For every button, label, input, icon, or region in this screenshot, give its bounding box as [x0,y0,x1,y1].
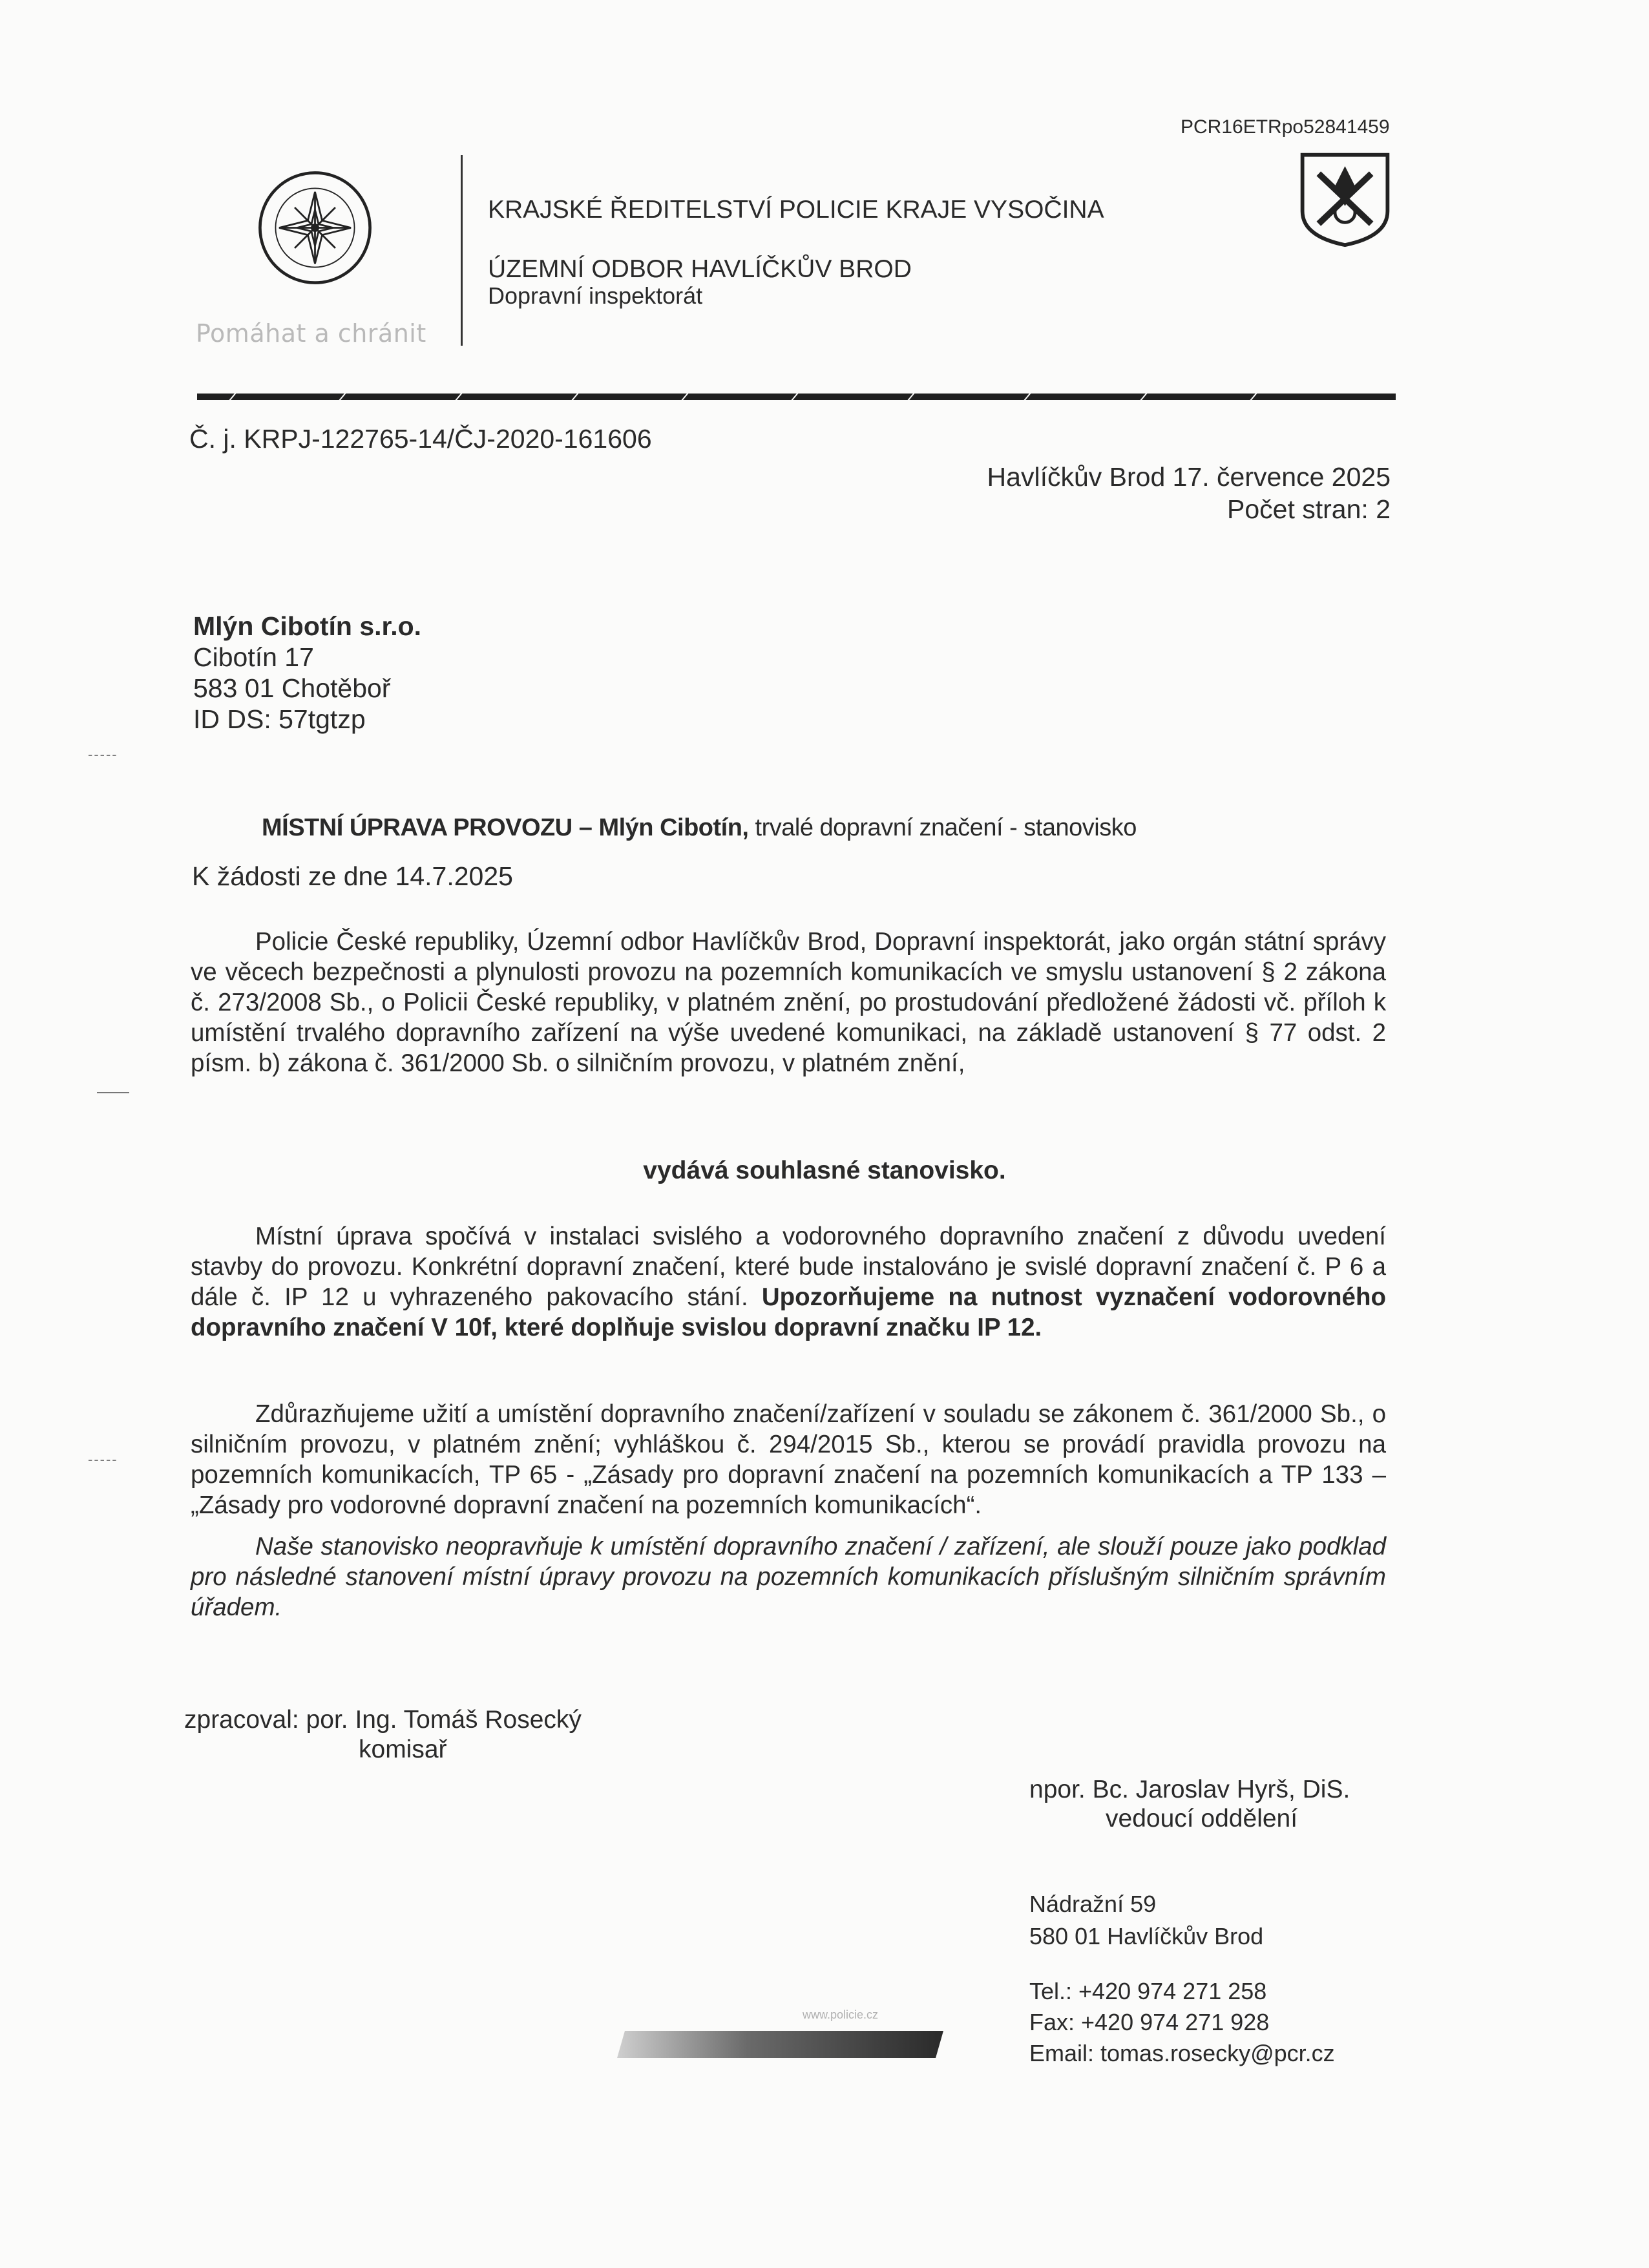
page-count: Počet stran: 2 [1227,494,1391,524]
contact-email: Email: tomas.rosecky@pcr.cz [1029,2040,1335,2066]
paragraph-2-text: Místní úprava spočívá v instalaci svislého a vodorovného dopravního značení z důvodu uvedení stavby do provozu. Konkrétní dopravní značení, které bude instalováno je svislé dopravní značení č. P 6 a dále č. IP 12 u vyhrazeného pakovacího stání. [191,1223,1386,1311]
document-id: PCR16ETRpo52841459 [1181,116,1390,138]
recipient-city: 583 01 Chotěboř [193,673,391,703]
paragraph-4: Naše stanovisko neopravňuje k umístění dopravního značení / zařízení, ale slouží pouze jako podklad pro následné stanovení místní úpravy provozu na pozemních komunikacích příslušným silničním správním úřadem. [191,1533,1386,1621]
subject-rest: trvalé dopravní značení - stanovisko [748,814,1137,841]
request-line: K žádosti ze dne 14.7.2025 [192,861,513,891]
margin-dash [97,1092,129,1093]
place-date: Havlíčkův Brod 17. července 2025 [987,462,1391,492]
decision-statement: vydává souhlasné stanovisko. [643,1157,1006,1184]
department-head: npor. Bc. Jaroslav Hyrš, DiS. [1029,1776,1350,1803]
office-street: Nádražní 59 [1029,1891,1157,1917]
recipient-address [193,611,421,735]
region-crest-icon [1295,149,1395,249]
contact-fax: Fax: +420 974 271 928 [1029,2009,1270,2035]
police-seal-icon [255,168,375,288]
processed-by: zpracoval: por. Ing. Tomáš Rosecký [184,1706,582,1734]
reference-number: Č. j. KRPJ-122765-14/ČJ-2020-161606 [189,424,652,454]
website-footer: www.policie.cz [803,2008,879,2021]
paragraph-3: Zdůrazňujeme užití a umístění dopravního značení/zařízení v souladu se zákonem č. 361/2000 Sb., o silničním provozu, v platném znění; vyhláškou č. 294/2015 Sb., kterou se provádí pravidla provozu na pozemních komunikacích, TP 65 - „Zásady pro dopravní značení na pozemních komunikacích a TP 133 – „Zásady pro vodorovné dopravní značení na pozemních komunikacích“. [191,1400,1386,1519]
recipient-name: Mlýn Cibotín s.r.o. [193,611,422,641]
header-department: ÚZEMNÍ ODBOR HAVLÍČKŮV BROD [488,255,912,283]
office-address [1029,1888,1263,1953]
paragraph-2 [191,1221,1386,1343]
subject-line [262,814,1137,842]
header-directorate: KRAJSKÉ ŘEDITELSTVÍ POLICIE KRAJE VYSOČINA [488,196,1104,224]
recipient-street: Cibotín 17 [193,642,314,672]
margin-mark: ----- [88,1451,118,1467]
recipient-databox: ID DS: 57tgtzp [193,704,366,734]
margin-mark: ----- [88,746,118,762]
contact-block [1029,1976,1335,2069]
header-divider [461,155,463,346]
department-head-role: vedoucí oddělení [1106,1805,1298,1832]
paragraph-1: Policie České republiky, Územní odbor Havlíčkův Brod, Dopravní inspektorát, jako orgán státní správy ve věcech bezpečnosti a plynulosti provozu na pozemních komunikacích ve smyslu ustanovení § 2 zákona č. 273/2008 Sb., o Policii České republiky, v platném znění, po prostudování předložené žádosti vč. příloh k umístění trvalého dopravního zařízení na výše uvedené komunikaci, na základě ustanovení § 77 odst. 2 písm. b) zákona č. 361/2000 Sb. o silničním provozu, v platném znění, [191,928,1386,1077]
contact-tel: Tel.: +420 974 271 258 [1029,1978,1267,2004]
header-rule [197,393,1396,401]
processed-by-role: komisař [359,1736,447,1763]
office-city: 580 01 Havlíčkův Brod [1029,1923,1264,1949]
footer-bar [617,2031,943,2058]
slogan: Pomáhat a chránit [196,319,426,348]
subject-bold: MÍSTNÍ ÚPRAVA PROVOZU – Mlýn Cibotín, [262,814,749,841]
paragraph-2-warning: Upozorňujeme na nutnost vyznačení vodorovného dopravního značení V 10f, které doplňuje svislou dopravní značku IP 12. [191,1283,1386,1341]
header-inspectorate: Dopravní inspektorát [488,282,703,309]
